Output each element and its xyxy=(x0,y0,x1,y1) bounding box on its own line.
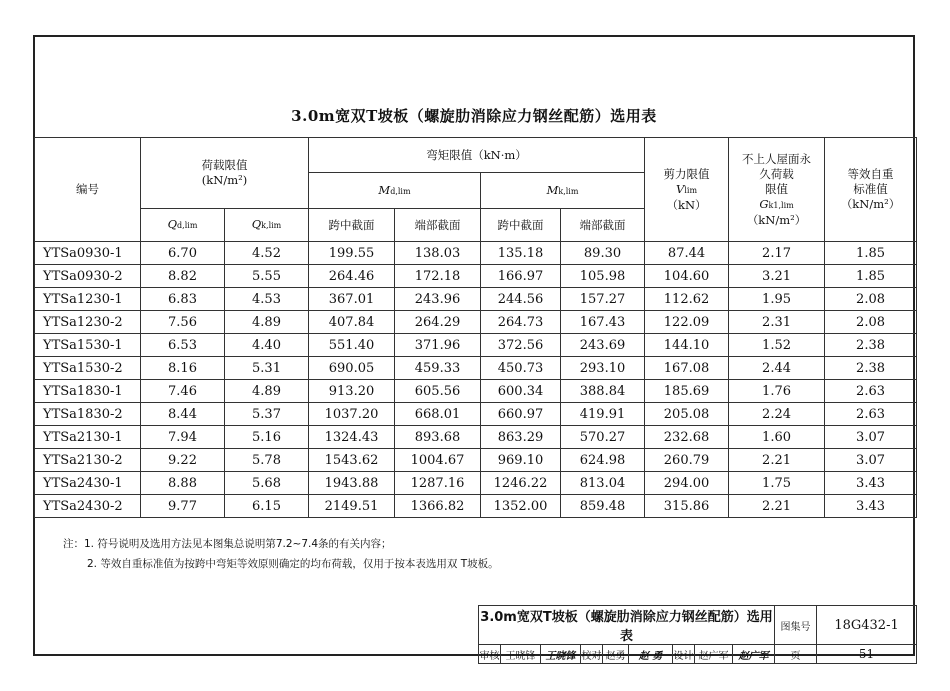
note-2: 2. 等效自重标准值为按跨中弯矩等效原则确定的均布荷载，仅用于按本表选用双 T坡板。 xyxy=(87,558,499,570)
cell-value: 3.21 xyxy=(729,265,825,288)
cell-value: 122.09 xyxy=(645,311,729,334)
review-label: 审核 xyxy=(479,645,501,664)
cell-value: 969.10 xyxy=(481,449,561,472)
table-row xyxy=(35,265,917,288)
cell-value: 3.43 xyxy=(825,472,917,495)
cell-value: 1246.22 xyxy=(481,472,561,495)
cell-value: 4.53 xyxy=(225,288,309,311)
header-mk: Mk,lim xyxy=(481,173,645,209)
page-label: 页 xyxy=(775,645,817,664)
cell-value: 138.03 xyxy=(395,242,481,265)
table-row xyxy=(35,403,917,426)
design-signature: 赵广军 xyxy=(733,645,775,664)
table-row xyxy=(35,472,917,495)
cell-value: 2.17 xyxy=(729,242,825,265)
cell-code: YTSa1830-1 xyxy=(35,380,141,403)
cell-value: 600.34 xyxy=(481,380,561,403)
cell-value: 690.05 xyxy=(309,357,395,380)
cell-value: 893.68 xyxy=(395,426,481,449)
shear-label: 剪力限值 xyxy=(663,166,710,181)
cell-value: 1.85 xyxy=(825,265,917,288)
cell-value: 205.08 xyxy=(645,403,729,426)
cell-value: 243.69 xyxy=(561,334,645,357)
cell-code: YTSa1230-1 xyxy=(35,288,141,311)
check-name: 赵勇 xyxy=(603,645,629,664)
cell-value: 5.16 xyxy=(225,426,309,449)
cell-value: 551.40 xyxy=(309,334,395,357)
cell-value: 3.07 xyxy=(825,449,917,472)
roof-label-2: 久荷载 xyxy=(759,166,794,181)
cell-value: 172.18 xyxy=(395,265,481,288)
cell-value: 4.52 xyxy=(225,242,309,265)
cell-value: 2.08 xyxy=(825,288,917,311)
cell-value: 2.31 xyxy=(729,311,825,334)
cell-value: 9.22 xyxy=(141,449,225,472)
cell-value: 5.37 xyxy=(225,403,309,426)
table-row xyxy=(35,242,917,265)
cell-value: 167.43 xyxy=(561,311,645,334)
cell-value: 294.00 xyxy=(645,472,729,495)
table-row xyxy=(35,426,917,449)
page-number: 51 xyxy=(817,645,917,664)
cell-value: 2.38 xyxy=(825,334,917,357)
cell-value: 388.84 xyxy=(561,380,645,403)
table-body xyxy=(35,242,917,518)
cell-value: 2.44 xyxy=(729,357,825,380)
cell-value: 144.10 xyxy=(645,334,729,357)
cell-value: 104.60 xyxy=(645,265,729,288)
drawing-frame xyxy=(33,35,915,662)
table-title: 3.0m宽双T坡板（螺旋肋消除应力钢丝配筋）选用表 xyxy=(291,107,657,125)
selection-table xyxy=(34,137,917,518)
table-row xyxy=(35,334,917,357)
cell-value: 2.24 xyxy=(729,403,825,426)
cell-value: 1324.43 xyxy=(309,426,395,449)
review-name: 王晓锋 xyxy=(501,645,541,664)
equiv-unit: （kN/m²） xyxy=(840,197,901,211)
roof-unit: （kN/m²） xyxy=(746,212,807,227)
cell-value: 6.53 xyxy=(141,334,225,357)
cell-value: 1366.82 xyxy=(395,495,481,518)
cell-value: 1.75 xyxy=(729,472,825,495)
cell-code: YTSa2430-2 xyxy=(35,495,141,518)
cell-value: 260.79 xyxy=(645,449,729,472)
cell-value: 4.40 xyxy=(225,334,309,357)
cell-value: 1287.16 xyxy=(395,472,481,495)
cell-value: 7.46 xyxy=(141,380,225,403)
table-row xyxy=(35,495,917,518)
shear-symbol: V xyxy=(676,181,685,196)
shear-unit: （kN） xyxy=(666,197,707,212)
cell-value: 264.46 xyxy=(309,265,395,288)
shear-subscript: lim xyxy=(684,185,698,195)
cell-value: 459.33 xyxy=(395,357,481,380)
cell-value: 244.56 xyxy=(481,288,561,311)
cell-value: 105.98 xyxy=(561,265,645,288)
cell-value: 157.27 xyxy=(561,288,645,311)
cell-value: 3.43 xyxy=(825,495,917,518)
cell-value: 315.86 xyxy=(645,495,729,518)
cell-value: 185.69 xyxy=(645,380,729,403)
cell-value: 859.48 xyxy=(561,495,645,518)
title-block xyxy=(478,605,917,664)
cell-value: 372.56 xyxy=(481,334,561,357)
cell-value: 293.10 xyxy=(561,357,645,380)
table-row xyxy=(35,288,917,311)
cell-value: 264.73 xyxy=(481,311,561,334)
cell-value: 243.96 xyxy=(395,288,481,311)
table-row xyxy=(35,380,917,403)
cell-value: 450.73 xyxy=(481,357,561,380)
cell-value: 8.88 xyxy=(141,472,225,495)
cell-value: 8.44 xyxy=(141,403,225,426)
cell-value: 135.18 xyxy=(481,242,561,265)
cell-value: 4.89 xyxy=(225,311,309,334)
cell-code: YTSa1530-1 xyxy=(35,334,141,357)
cell-value: 1543.62 xyxy=(309,449,395,472)
design-name: 赵广军 xyxy=(695,645,733,664)
cell-value: 2.63 xyxy=(825,403,917,426)
cell-value: 1.52 xyxy=(729,334,825,357)
cell-code: YTSa2130-2 xyxy=(35,449,141,472)
header-code: 编号 xyxy=(35,138,141,242)
atlas-number: 18G432-1 xyxy=(817,606,917,645)
cell-value: 407.84 xyxy=(309,311,395,334)
review-signature: 王晓锋 xyxy=(541,645,581,664)
roof-symbol: G xyxy=(759,196,769,211)
header-md-end: 端部截面 xyxy=(395,209,481,242)
roof-subscript: k1,lim xyxy=(768,200,794,210)
cell-value: 6.15 xyxy=(225,495,309,518)
cell-value: 2.08 xyxy=(825,311,917,334)
cell-value: 668.01 xyxy=(395,403,481,426)
header-mk-mid: 跨中截面 xyxy=(481,209,561,242)
cell-code: YTSa0930-2 xyxy=(35,265,141,288)
cell-value: 167.08 xyxy=(645,357,729,380)
cell-code: YTSa1530-2 xyxy=(35,357,141,380)
cell-value: 1.60 xyxy=(729,426,825,449)
cell-value: 1037.20 xyxy=(309,403,395,426)
notes xyxy=(63,534,499,574)
header-md: Md,lim xyxy=(309,173,481,209)
cell-value: 570.27 xyxy=(561,426,645,449)
header-md-mid: 跨中截面 xyxy=(309,209,395,242)
cell-value: 5.78 xyxy=(225,449,309,472)
header-qd: Qd,lim xyxy=(141,209,225,242)
cell-value: 8.82 xyxy=(141,265,225,288)
cell-value: 166.97 xyxy=(481,265,561,288)
cell-value: 6.70 xyxy=(141,242,225,265)
cell-code: YTSa0930-1 xyxy=(35,242,141,265)
cell-code: YTSa1230-2 xyxy=(35,311,141,334)
header-roof-load xyxy=(729,138,825,242)
cell-value: 419.91 xyxy=(561,403,645,426)
cell-value: 2.21 xyxy=(729,449,825,472)
cell-value: 2149.51 xyxy=(309,495,395,518)
cell-value: 199.55 xyxy=(309,242,395,265)
design-label: 设计 xyxy=(673,645,695,664)
cell-value: 1.76 xyxy=(729,380,825,403)
cell-value: 863.29 xyxy=(481,426,561,449)
cell-value: 367.01 xyxy=(309,288,395,311)
cell-value: 9.77 xyxy=(141,495,225,518)
cell-value: 3.07 xyxy=(825,426,917,449)
cell-value: 7.56 xyxy=(141,311,225,334)
header-load-limit xyxy=(141,138,309,209)
equiv-label-2: 标准值 xyxy=(853,182,888,196)
cell-value: 5.55 xyxy=(225,265,309,288)
header-mk-end: 端部截面 xyxy=(561,209,645,242)
cell-value: 5.68 xyxy=(225,472,309,495)
title-block-title: 3.0m宽双T坡板（螺旋肋消除应力钢丝配筋）选用表 xyxy=(479,606,775,645)
cell-value: 1943.88 xyxy=(309,472,395,495)
check-label: 校对 xyxy=(581,645,603,664)
cell-value: 4.89 xyxy=(225,380,309,403)
cell-value: 813.04 xyxy=(561,472,645,495)
roof-label-1: 不上人屋面永 xyxy=(742,151,812,166)
cell-value: 264.29 xyxy=(395,311,481,334)
table-row xyxy=(35,449,917,472)
load-limit-label: 荷载限值 xyxy=(201,158,248,172)
cell-value: 660.97 xyxy=(481,403,561,426)
header-equiv-weight xyxy=(825,138,917,242)
cell-value: 89.30 xyxy=(561,242,645,265)
cell-value: 1352.00 xyxy=(481,495,561,518)
cell-value: 8.16 xyxy=(141,357,225,380)
header-qk: Qk,lim xyxy=(225,209,309,242)
cell-code: YTSa1830-2 xyxy=(35,403,141,426)
cell-value: 2.38 xyxy=(825,357,917,380)
cell-value: 2.63 xyxy=(825,380,917,403)
cell-value: 605.56 xyxy=(395,380,481,403)
load-limit-unit: (kN/m²) xyxy=(201,173,248,187)
cell-value: 913.20 xyxy=(309,380,395,403)
table-row xyxy=(35,311,917,334)
atlas-label: 图集号 xyxy=(775,606,817,645)
equiv-label-1: 等效自重 xyxy=(847,167,894,181)
cell-value: 1.85 xyxy=(825,242,917,265)
cell-value: 232.68 xyxy=(645,426,729,449)
cell-value: 7.94 xyxy=(141,426,225,449)
cell-value: 87.44 xyxy=(645,242,729,265)
cell-value: 1.95 xyxy=(729,288,825,311)
cell-value: 2.21 xyxy=(729,495,825,518)
roof-label-3: 限值 xyxy=(765,181,789,196)
cell-value: 1004.67 xyxy=(395,449,481,472)
cell-value: 624.98 xyxy=(561,449,645,472)
cell-code: YTSa2430-1 xyxy=(35,472,141,495)
cell-value: 112.62 xyxy=(645,288,729,311)
cell-value: 6.83 xyxy=(141,288,225,311)
header-moment-limit: 弯矩限值（kN·m） xyxy=(309,138,645,173)
table-row xyxy=(35,357,917,380)
cell-value: 371.96 xyxy=(395,334,481,357)
cell-code: YTSa2130-1 xyxy=(35,426,141,449)
header-shear-limit xyxy=(645,138,729,242)
check-signature: 赵 勇 xyxy=(629,645,673,664)
cell-value: 5.31 xyxy=(225,357,309,380)
note-1: 注：1. 符号说明及选用方法见本图集总说明第7.2~7.4条的有关内容； xyxy=(63,538,392,550)
